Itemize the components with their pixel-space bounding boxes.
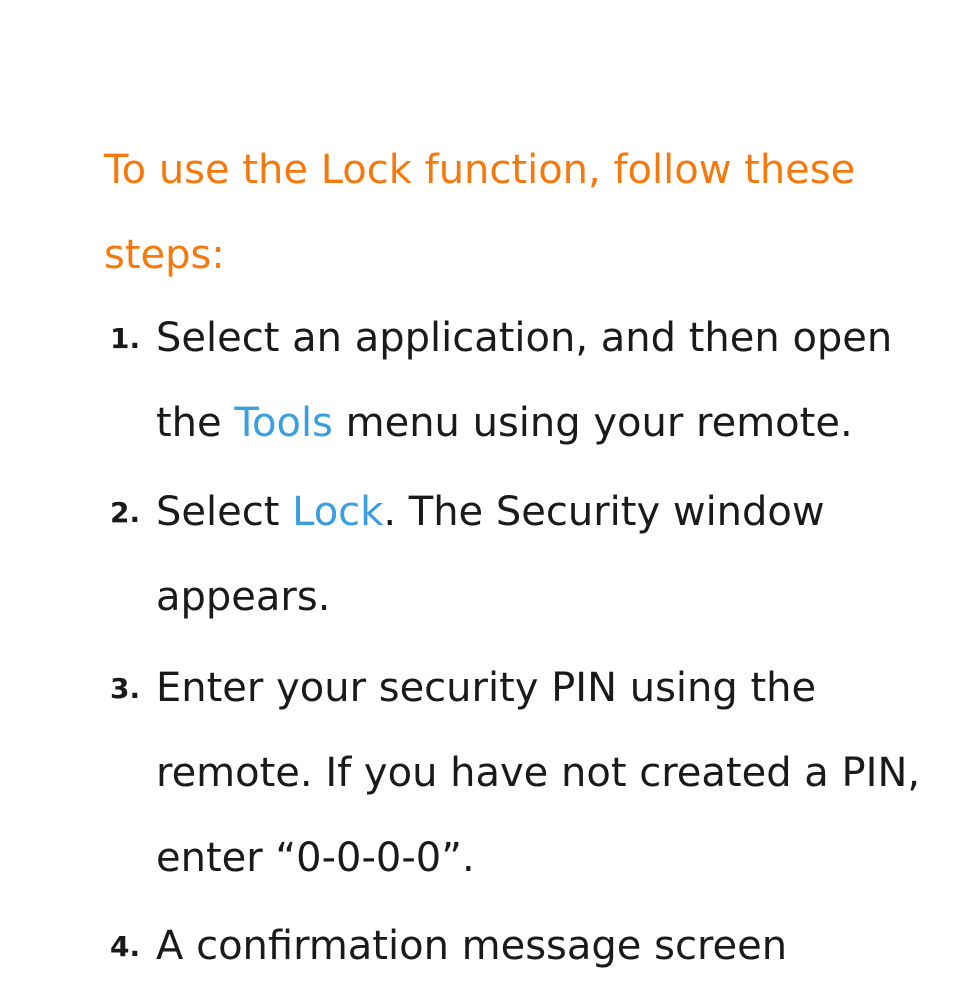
step-text-part: Select (156, 489, 293, 535)
step-number: 2. (110, 496, 141, 529)
step-number: 3. (110, 672, 141, 705)
instructions-heading: To use the Lock function, follow these steps: (104, 147, 856, 278)
step-text-part: Select an application, and then open the (156, 315, 893, 446)
step-number: 4. (110, 930, 141, 963)
step-text (156, 470, 936, 640)
step-text: A confirmation message screen (156, 923, 788, 969)
step-text-part: menu using your remote. (332, 400, 853, 446)
step-text (156, 296, 936, 466)
step-text-part: . The Security window appears. (156, 489, 825, 620)
step-number: 1. (110, 322, 141, 355)
step-text: Enter your security PIN using the remote. If you have not created a PIN, enter “0-0-0-0”. (156, 665, 921, 881)
lock-option-highlight: Lock (292, 489, 384, 535)
tools-menu-highlight: Tools (234, 400, 333, 446)
